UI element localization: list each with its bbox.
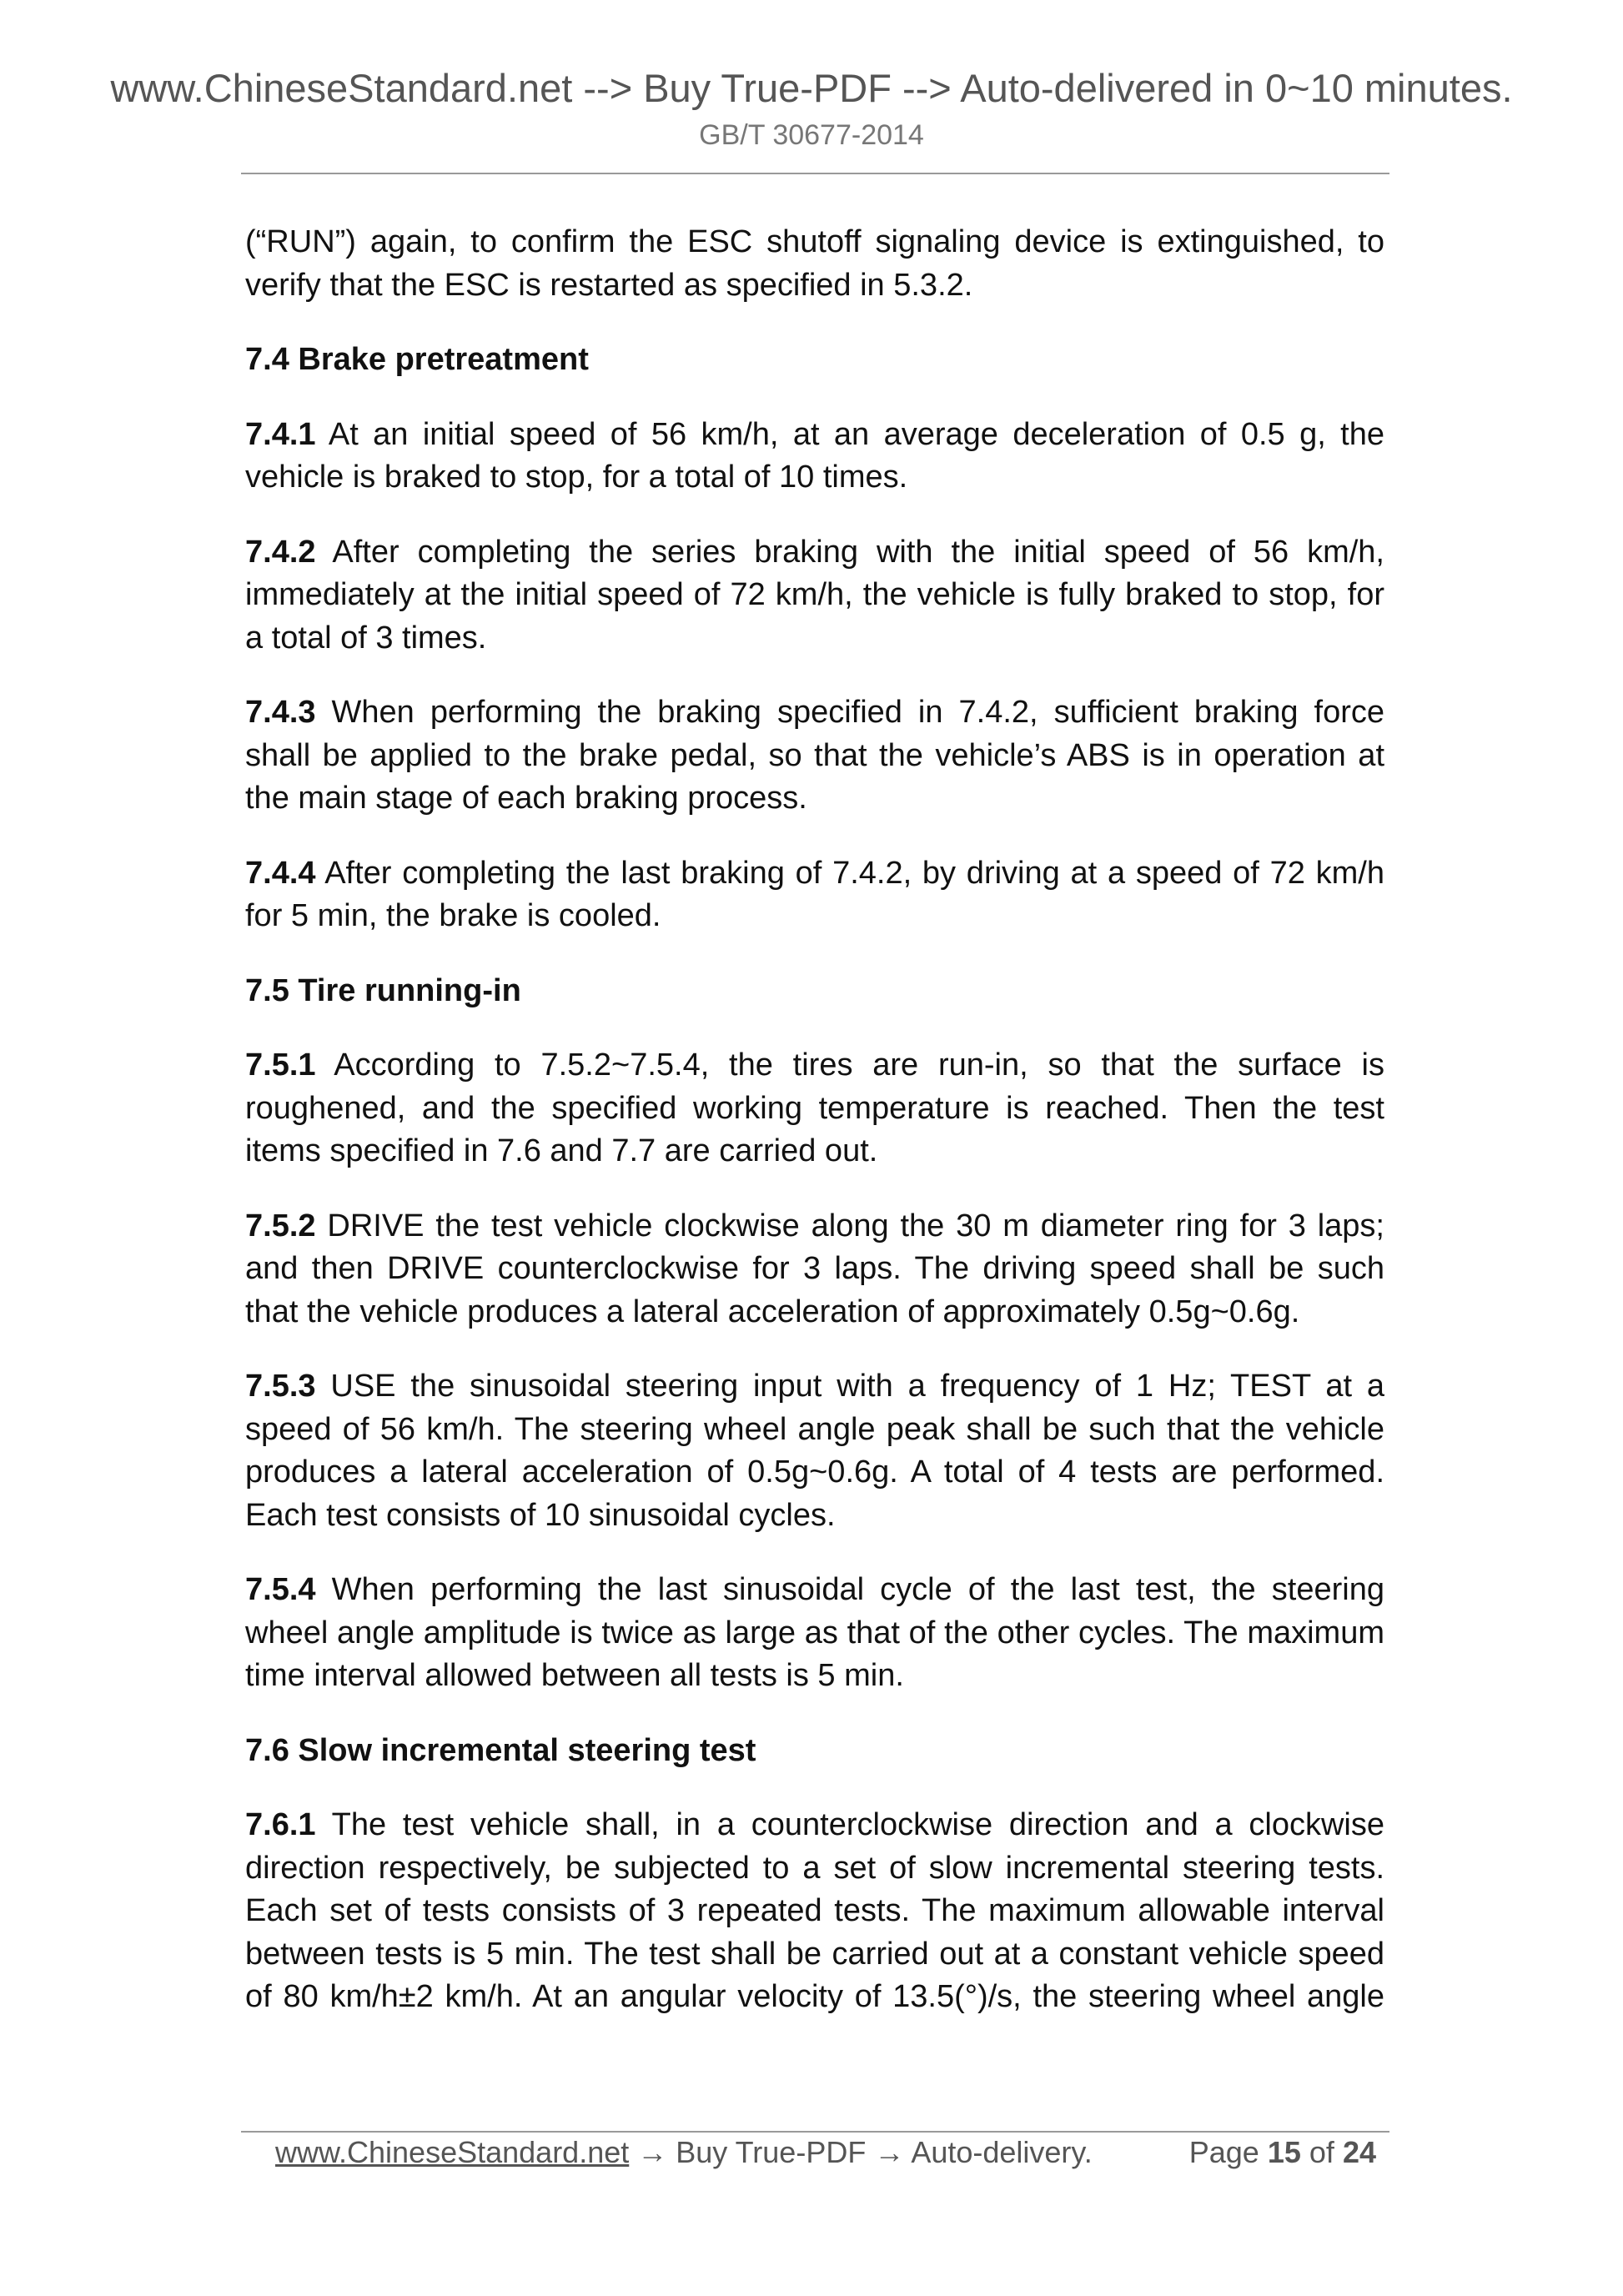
footer-divider xyxy=(241,2131,1389,2133)
clause-number: 7.4.1 xyxy=(245,416,316,452)
clause-7-5-3 xyxy=(245,1365,1384,1537)
page-footer xyxy=(275,2135,1376,2177)
clause-7-5-1 xyxy=(245,1044,1384,1173)
page-content xyxy=(245,221,1384,2019)
clause-7-4-4 xyxy=(245,852,1384,938)
clause-text: DRIVE the test vehicle clockwise along the 30 m diameter ring for 3 laps; and then DRIVE counterclockwise for 3 laps. The driving speed shall be such that the vehicle produces a lateral acceleration of approximately 0.5g~0.6g. xyxy=(245,1208,1384,1329)
footer-left xyxy=(275,2135,1093,2170)
standard-id: GB/T 30677-2014 xyxy=(699,119,924,151)
clause-number: 7.5.2 xyxy=(245,1208,316,1243)
clause-number: 7.4.2 xyxy=(245,534,316,570)
clause-text: When performing the braking specified in 7.4.2, sufficient braking force shall be applied to the brake pedal, so that the vehicle’s ABS is in operation at the main stage of each braking process. xyxy=(245,695,1384,816)
clause-number: 7.5.1 xyxy=(245,1048,316,1083)
header-banner: www.ChineseStandard.net --> Buy True-PDF --> Auto-delivered in 0~10 minutes. xyxy=(110,66,1513,110)
clause-text: At an initial speed of 56 km/h, at an average deceleration of 0.5 g, the vehicle is braked to stop, for a total of 10 times. xyxy=(245,416,1384,495)
clause-text: When performing the last sinusoidal cycle of the last test, the steering wheel angle amplitude is twice as large as that of the other cycles. The maximum time interval allowed between all tests is 5 min. xyxy=(245,1572,1384,1693)
clause-text: After completing the series braking with the initial speed of 56 km/h, immediately at the initial speed of 72 km/h, the vehicle is fully braked to stop, for a total of 3 times. xyxy=(245,534,1384,656)
clause-number: 7.5.4 xyxy=(245,1572,316,1607)
heading-7-5: 7.5 Tire running-in xyxy=(245,972,521,1008)
page-total: 24 xyxy=(1342,2135,1376,2169)
clause-number: 7.4.4 xyxy=(245,855,316,891)
page-current: 15 xyxy=(1267,2135,1301,2169)
of-word: of xyxy=(1309,2135,1334,2169)
header-divider xyxy=(241,173,1389,174)
heading-7-6: 7.6 Slow incremental steering test xyxy=(245,1732,756,1768)
clause-number: 7.6.1 xyxy=(245,1807,316,1842)
page-word: Page xyxy=(1188,2135,1259,2169)
clause-number: 7.4.3 xyxy=(245,695,316,730)
footer-site-link[interactable]: www.ChineseStandard.net xyxy=(275,2135,630,2169)
heading-7-4: 7.4 Brake pretreatment xyxy=(245,342,589,377)
page-indicator xyxy=(1189,2135,1376,2170)
clause-7-4-3 xyxy=(245,691,1384,821)
clause-7-5-4 xyxy=(245,1569,1384,1698)
clause-7-5-2 xyxy=(245,1205,1384,1334)
clause-7-4-2 xyxy=(245,531,1384,661)
clause-7-4-1 xyxy=(245,414,1384,500)
clause-7-6-1 xyxy=(245,1804,1384,2019)
clause-text: After completing the last braking of 7.4.2, by driving at a speed of 72 km/h for 5 min, the brake is cooled. xyxy=(245,855,1384,933)
footer-tagline: → Buy True-PDF → Auto-delivery. xyxy=(629,2135,1093,2169)
clause-text: USE the sinusoidal steering input with a frequency of 1 Hz; TEST at a speed of 56 km/h. The steering wheel angle peak shall be such that the vehicle produces a lateral acceleration of 0.5g~0.6g. A total of 4 tests are performed. Each test consists of 10 sinusoidal cycles. xyxy=(245,1369,1384,1533)
clause-text: The test vehicle shall, in a counterclockwise direction and a clockwise direction respectively, be subjected to a set of slow incremental steering tests. Each set of tests consists of 3 repeated tests. The maximum allowable interval between tests is 5 min. The test shall be carried out at a constant vehicle speed of 80 km/h±2 km/h. At an angular velocity of 13.5(°)/s, the steering wheel angle xyxy=(245,1807,1384,2014)
clause-text: According to 7.5.2~7.5.4, the tires are run-in, so that the surface is roughened, and the specified working temperature is reached. Then the test items specified in 7.6 and 7.7 are carried out. xyxy=(245,1048,1384,1168)
paragraph-continued: (“RUN”) again, to confirm the ESC shutoff signaling device is extinguished, to verify that the ESC is restarted as specified in 5.3.2. xyxy=(245,224,1384,303)
clause-number: 7.5.3 xyxy=(245,1369,316,1404)
